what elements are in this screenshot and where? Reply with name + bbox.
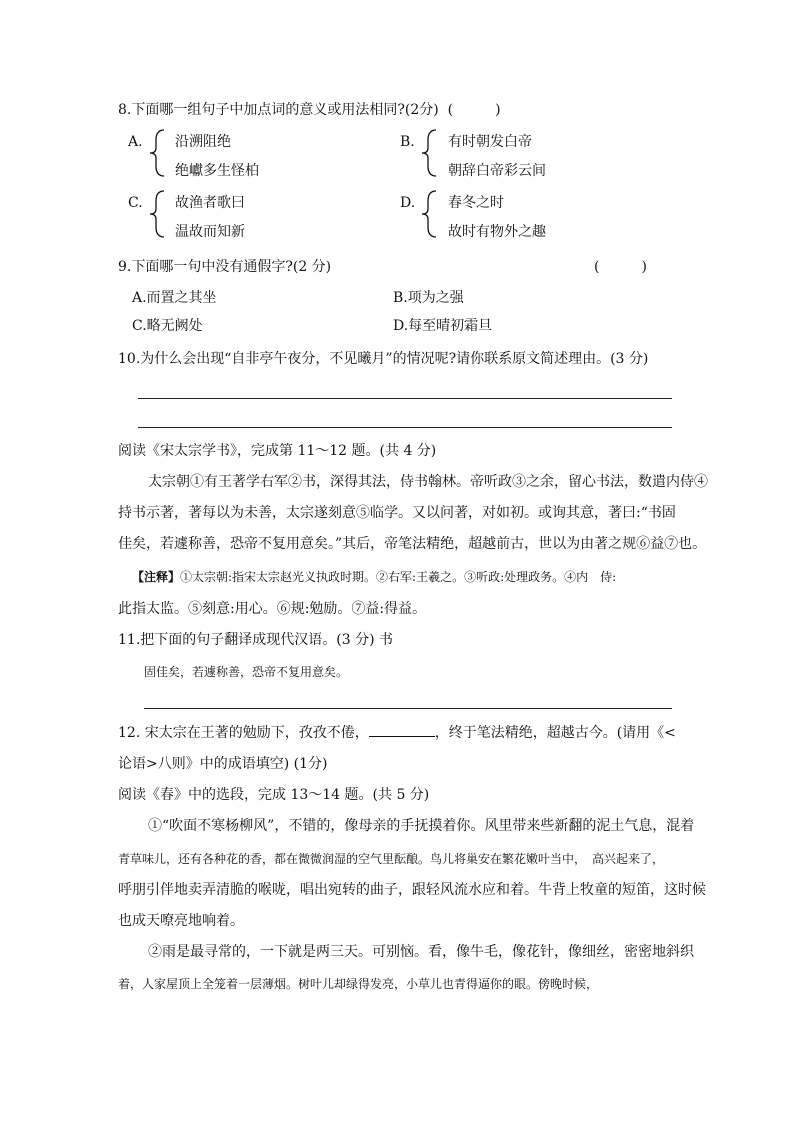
q8-option-c-line2: 温故而知新 (175, 224, 245, 240)
reading1-line: 佳矣，若遽称善，恐帝不复用意矣。”其后，帝笔法精绝，超越前古，世以为由著之规⑥益⑦也。 (118, 536, 707, 552)
fill-blank[interactable] (369, 724, 435, 737)
q9-option-a: A.而置之其坐 (132, 290, 217, 306)
q8-option-c-label: C. (128, 195, 143, 211)
answer-line (138, 427, 672, 428)
reading1-note: 此指太监。⑤刻意:用心。⑥规:勉励。⑦益:得益。 (118, 601, 427, 617)
reading2-line: 着，人家屋顶上全笼着一层薄烟。树叶儿却绿得发亮，小草儿也青得逼你的眼。傍晚时候， (118, 977, 599, 991)
q8-option-a-line2: 绝巘多生怪柏 (175, 163, 259, 179)
q11-stem: 11.把下面的句子翻译成现代汉语。(3 分) 书 (118, 632, 393, 648)
q9-stem: 9.下面哪一句中没有通假字?(2 分) (118, 259, 332, 275)
reading1-line: 持书示著，著每以为未善，太宗遂刻意⑤临学。又以问著，对如初。或询其意，著曰:“书固 (118, 505, 676, 521)
q12-stem: 12. 宋太宗在王著的勉励下，孜孜不倦， ，终于笔法精绝，超越古今。(请用《< (118, 725, 676, 741)
q11-sentence: 固佳矣，若遽称善，恐帝不复用意矣。 (144, 665, 349, 679)
reading2-line: 呼朋引伴地卖弄清脆的喉咙，唱出宛转的曲子，跟轻风流水应和着。牛背上牧童的短笛，这时候 (118, 882, 706, 898)
reading1-intro: 阅读《宋太宗学书》，完成第 11～12 题。(共 4 分) (118, 443, 437, 459)
brace-icon (420, 128, 440, 178)
q8-option-b-line1: 有时朝发白帝 (448, 134, 532, 150)
answer-line (138, 398, 672, 399)
q9-option-c: C.略无阙处 (132, 318, 203, 334)
q8-option-c-line1: 故渔者歌曰 (175, 195, 245, 211)
q8-option-b-label: B. (400, 134, 415, 150)
q8-option-d-line2: 故时有物外之趣 (448, 224, 546, 240)
q8-option-d-line1: 春冬之时 (448, 195, 504, 211)
q12-stem-line2: 论语>八则》中的成语填空) (1分) (118, 756, 328, 772)
reading1-note: 【注释】①太宗朝:指宋太宗赵光义执政时期。②右军:王羲之。③听政:处理政务。④内 侍: (132, 570, 617, 584)
q8-option-d-label: D. (400, 195, 416, 211)
reading2-line: ①“吹面不寒杨柳风”，不错的，像母亲的手抚摸着你。风里带来些新翻的泥土气息，混着 (148, 818, 695, 834)
answer-line (144, 708, 672, 709)
q9-option-d: D.每至晴初霜旦 (393, 318, 493, 334)
brace-icon (420, 189, 440, 239)
q9-answer-paren: ( ) (594, 259, 647, 275)
reading1-line: 太宗朝①有王著学右军②书，深得其法，侍书翰林。帝听政③之余，留心书法，数遣内侍④ (148, 474, 708, 490)
brace-icon (148, 128, 168, 178)
q10-stem: 10.为什么会出现“自非亭午夜分，不见曦月”的情况呢?请你联系原文简述理由。(3 分) (118, 351, 649, 367)
brace-icon (148, 189, 168, 239)
reading2-line: ②雨是最寻常的，一下就是两三天。可别恼。看，像牛毛，像花针，像细丝，密密地斜织 (148, 944, 694, 960)
reading2-line: 青草味儿，还有各种花的香，都在微微润湿的空气里酝酿。鸟儿将巢安在繁花嫩叶当中， 高兴起来了， (118, 852, 665, 866)
q8-option-a-line1: 沿溯阻绝 (175, 134, 231, 150)
q8-option-a-label: A. (128, 134, 143, 150)
q8-option-b-line2: 朝辞白帝彩云间 (448, 163, 546, 179)
reading2-line: 也成天嘹亮地响着。 (118, 913, 244, 929)
reading2-intro: 阅读《春》中的选段，完成 13～14 题。(共 5 分) (118, 787, 430, 803)
q9-option-b: B.项为之强 (393, 290, 464, 306)
q8-stem: 8.下面哪一组句子中加点词的意义或用法相同?(2分) ( ) (118, 102, 501, 118)
